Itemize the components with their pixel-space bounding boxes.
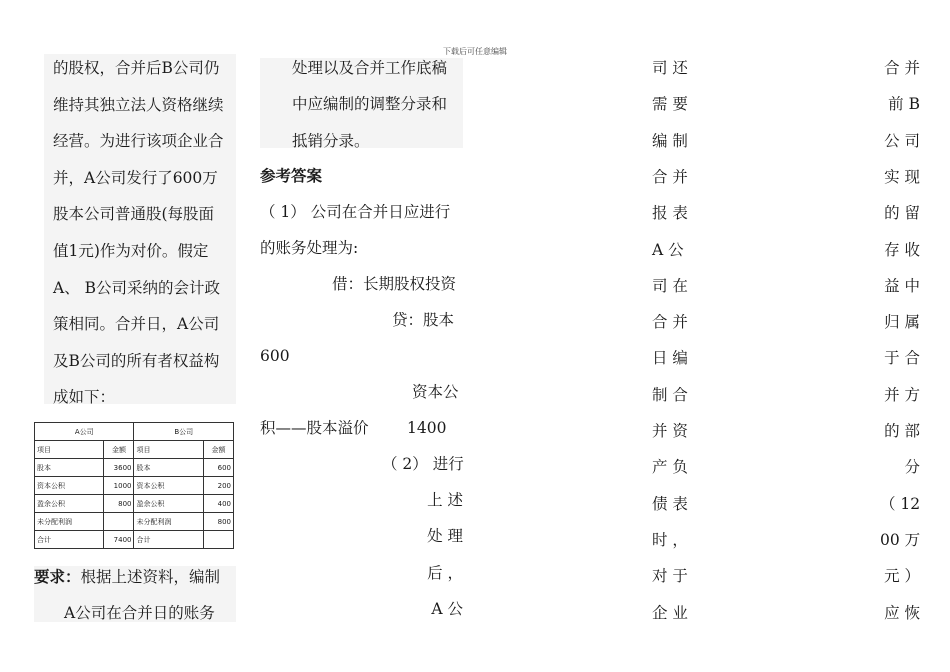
- col2-line: 处理以及合并工作底稿: [292, 59, 448, 77]
- col4-line: 00 万: [880, 530, 921, 549]
- step2-line: 后 ，: [427, 563, 463, 582]
- col4-line: 归 属: [884, 313, 920, 332]
- cell-a-amount: [104, 513, 134, 531]
- table-row: [35, 495, 234, 513]
- col-amount-a: 金额: [104, 441, 134, 459]
- col1-line: 策相同。合并日，A公司: [53, 315, 220, 334]
- col1-line: 的股权，合并后B公司仍: [53, 59, 220, 77]
- col1-line: 维持其独立法人资格继续: [53, 95, 224, 114]
- step2-line: 上 述: [427, 491, 463, 509]
- answer-2: 的账务处理为:: [260, 239, 359, 257]
- cell-b-item: 盈余公积: [134, 495, 203, 513]
- cell-a-item: 盈余公积: [35, 495, 104, 513]
- col4-line: 的 部: [884, 422, 920, 440]
- col1-line: 并，A公司发行了600万: [53, 168, 218, 187]
- col2-line: 抵销分录。: [292, 131, 370, 150]
- col4-line: 应 恢: [884, 603, 920, 622]
- cell-a-amount: 3600: [104, 459, 134, 477]
- equity-table: [34, 422, 234, 549]
- page-header: 下载后可任意编辑: [443, 47, 507, 56]
- table-row: [35, 513, 234, 531]
- answer-1: （ 1） 公司在合并日应进行: [260, 203, 451, 221]
- col4-line: 并 方: [884, 385, 920, 404]
- step2-line: A 公: [431, 599, 463, 618]
- col3-line: 司 在: [652, 276, 688, 295]
- col3-line: 需 要: [652, 95, 688, 114]
- col1-line: 经营。为进行该项企业合: [53, 132, 224, 151]
- cell-b-amount: 400: [203, 495, 233, 513]
- col4-line: 前 B: [888, 95, 920, 114]
- col4-line: 分: [904, 458, 920, 477]
- table-row: [35, 531, 234, 549]
- col3-line: 制 合: [652, 385, 688, 404]
- requirement-label: 要求：: [34, 568, 81, 586]
- col-item-a: 项目: [35, 441, 104, 459]
- col3-line: 司 还: [652, 59, 688, 77]
- cell-b-amount: 600: [203, 459, 233, 477]
- company-b-header: B公司: [134, 423, 234, 441]
- col1-line: A、 B公司采纳的会计政: [53, 278, 221, 297]
- debit-entry: 借：长期股权投资: [332, 275, 457, 293]
- cell-b-item: 股本: [134, 459, 203, 477]
- answer-title: 参考答案: [260, 167, 323, 185]
- cell-a-item: 合计: [35, 531, 104, 549]
- cell-a-item: 未分配利润: [35, 513, 104, 531]
- col3-line: 并 资: [652, 422, 688, 440]
- col3-line: 债 表: [652, 494, 688, 513]
- col2-line: 中应编制的调整分录和: [292, 95, 448, 114]
- share-premium: 积——股本溢价: [260, 419, 369, 437]
- col3-line: 编 制: [652, 131, 688, 150]
- col-item-b: 项目: [134, 441, 203, 459]
- col3-line: 企 业: [652, 603, 688, 622]
- col1-line: 值1元)作为对价。假定: [53, 242, 209, 260]
- cell-b-amount: [203, 531, 233, 549]
- table-row: [35, 459, 234, 477]
- col4-line: 合 并: [884, 59, 920, 77]
- col1-line: 股本公司普通股(每股面: [53, 205, 215, 224]
- cell-a-item: 资本公积: [35, 477, 104, 495]
- col4-line: 的 留: [884, 204, 920, 223]
- col1-line: 成如下：: [53, 388, 116, 407]
- cell-b-amount: 800: [203, 513, 233, 531]
- col3-line: A 公: [652, 240, 684, 259]
- table-row: [35, 477, 234, 495]
- requirement-text: 根据上述资料，编制: [80, 568, 221, 586]
- col3-line: 时 ，: [652, 530, 688, 549]
- col4-line: 存 收: [884, 240, 920, 259]
- col4-line: 益 中: [884, 276, 920, 295]
- cell-a-amount: 800: [104, 495, 134, 513]
- col3-line: 合 并: [652, 167, 688, 186]
- amount-1400: 1400: [407, 419, 447, 437]
- col3-line: 产 负: [652, 458, 688, 477]
- col4-line: 实 现: [884, 167, 920, 186]
- step-2: （ 2） 进行: [382, 455, 464, 473]
- amount-600: 600: [260, 347, 290, 365]
- credit-entry: 贷：股本: [392, 311, 455, 329]
- requirement-line: [34, 567, 220, 587]
- cell-b-item: 资本公积: [134, 477, 203, 495]
- col4-line: 于 合: [884, 349, 920, 368]
- requirement-line-2: A公司在合并日的账务: [64, 604, 215, 622]
- col4-line: 元 ）: [884, 567, 920, 586]
- step2-line: 处 理: [427, 527, 463, 546]
- col4-line: 公 司: [884, 131, 920, 150]
- col1-line: 及B公司的所有者权益构: [53, 351, 220, 370]
- col3-line: 日 编: [652, 349, 688, 368]
- cell-b-item: 未分配利润: [134, 513, 203, 531]
- cell-b-item: 合计: [134, 531, 203, 549]
- capital-reserve: 资本公: [412, 383, 459, 401]
- col3-line: 对 于: [652, 567, 688, 586]
- company-a-header: A公司: [35, 423, 134, 441]
- col3-line: 合 并: [652, 313, 688, 332]
- cell-a-item: 股本: [35, 459, 104, 477]
- col3-line: 报 表: [652, 204, 688, 223]
- cell-a-amount: 7400: [104, 531, 134, 549]
- col4-line: （ 12: [880, 494, 921, 513]
- col-amount-b: 金额: [203, 441, 233, 459]
- cell-b-amount: 200: [203, 477, 233, 495]
- cell-a-amount: 1000: [104, 477, 134, 495]
